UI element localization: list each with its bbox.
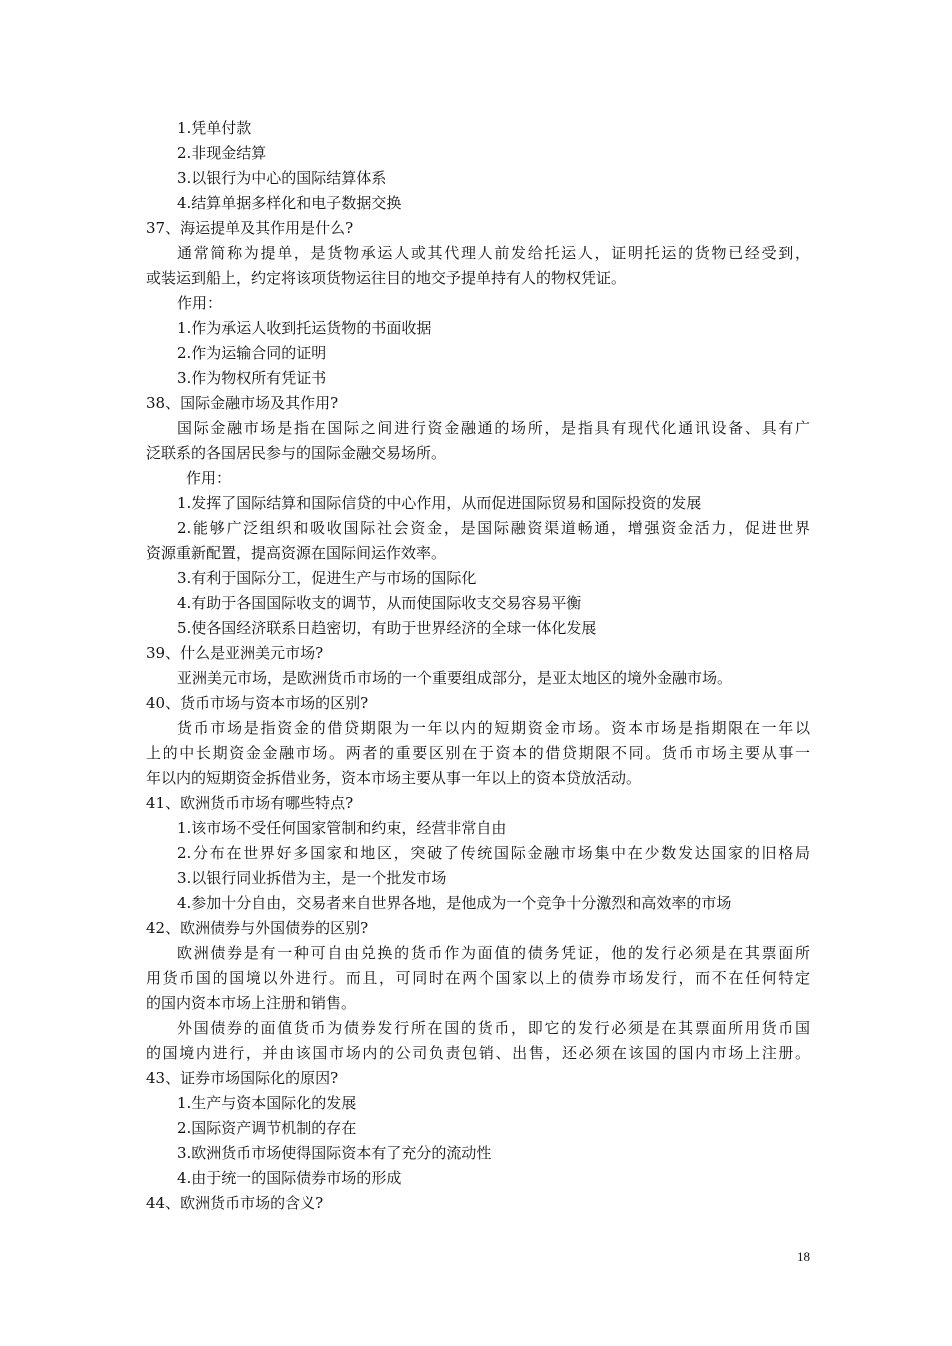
paragraph-line: 泛联系的各国居民参与的国际金融交易场所。 bbox=[146, 444, 447, 462]
list-item: 4.由于统一的国际债券市场的形成 bbox=[177, 1169, 402, 1187]
question-heading: 38、国际金融市场及其作用? bbox=[146, 394, 339, 412]
paragraph-line: 或装运到船上，约定将该项货物运往目的地交予提单持有人的物权凭证。 bbox=[146, 269, 627, 287]
paragraph-line: 年以内的短期资金拆借业务，资本市场主要从事一年以上的资本贷放活动。 bbox=[146, 769, 642, 787]
list-item: 4.有助于各国国际收支的调节，从而使国际收支交易容易平衡 bbox=[177, 594, 582, 612]
list-item: 1.凭单付款 bbox=[177, 119, 252, 137]
subheading: 作用： bbox=[186, 469, 232, 487]
paragraph-line: 亚洲美元市场，是欧洲货币市场的一个重要组成部分，是亚太地区的境外金融市场。 bbox=[177, 669, 733, 687]
question-heading: 41、欧洲货币市场有哪些特点? bbox=[146, 794, 354, 812]
list-item: 1.发挥了国际结算和国际信贷的中心作用，从而促进国际贸易和国际投资的发展 bbox=[177, 494, 702, 512]
question-heading: 40、货币市场与资本市场的区别? bbox=[146, 694, 369, 712]
paragraph-line: 货币市场是指资金的借贷期限为一年以内的短期资金市场。资本市场是指期限在一年以 bbox=[177, 719, 810, 737]
list-item: 3.有利于国际分工，促进生产与市场的国际化 bbox=[177, 569, 477, 587]
paragraph-line: 的国境内进行，并由该国市场内的公司负责包销、出售，还必须在该国的国内市场上注册。 bbox=[146, 1044, 810, 1062]
list-item: 3.作为物权所有凭证书 bbox=[177, 369, 327, 387]
paragraph-line: 资源重新配置，提高资源在国际间运作效率。 bbox=[146, 544, 447, 562]
paragraph-line: 通常简称为提单，是货物承运人或其代理人前发给托运人，证明托运的货物已经受到， bbox=[177, 244, 810, 262]
question-heading: 44、欧洲货币市场的含义? bbox=[146, 1194, 324, 1212]
list-item: 4.参加十分自由，交易者来自世界各地，是他成为一个竞争十分激烈和高效率的市场 bbox=[177, 894, 732, 912]
list-item: 2.能够广泛组织和吸收国际社会资金，是国际融资渠道畅通，增强资金活力，促进世界 bbox=[177, 519, 810, 537]
question-heading: 43、证券市场国际化的原因? bbox=[146, 1069, 339, 1087]
paragraph-line: 欧洲债券是有一种可自由兑换的货币作为面值的债务凭证，他的发行必须是在其票面所 bbox=[177, 944, 810, 962]
paragraph-line: 用货币国的国境以外进行。而且，可同时在两个国家以上的债券市场发行，而不在任何特定 bbox=[146, 969, 810, 987]
list-item: 3.以银行同业拆借为主，是一个批发市场 bbox=[177, 869, 447, 887]
list-item: 4.结算单据多样化和电子数据交换 bbox=[177, 194, 402, 212]
list-item: 2.国际资产调节机制的存在 bbox=[177, 1119, 357, 1137]
subheading: 作用： bbox=[177, 294, 223, 312]
list-item: 3.以银行为中心的国际结算体系 bbox=[177, 169, 387, 187]
list-item: 2.作为运输合同的证明 bbox=[177, 344, 327, 362]
list-item: 1.生产与资本国际化的发展 bbox=[177, 1094, 357, 1112]
paragraph-line: 国际金融市场是指在国际之间进行资金融通的场所，是指具有现代化通讯设备、具有广 bbox=[177, 419, 810, 437]
list-item: 1.该市场不受任何国家管制和约束，经营非常自由 bbox=[177, 819, 507, 837]
question-heading: 37、海运提单及其作用是什么? bbox=[146, 219, 354, 237]
list-item: 1.作为承运人收到托运货物的书面收据 bbox=[177, 319, 432, 337]
paragraph-line: 上的中长期资金金融市场。两者的重要区别在于资本的借贷期限不同。货币市场主要从事一 bbox=[146, 744, 810, 762]
list-item: 2.非现金结算 bbox=[177, 144, 267, 162]
page-body bbox=[146, 116, 810, 1216]
page-number: 18 bbox=[797, 1249, 810, 1264]
question-heading: 42、欧洲债券与外国债券的区别? bbox=[146, 919, 369, 937]
paragraph-line: 的国内资本市场上注册和销售。 bbox=[146, 994, 357, 1012]
paragraph-line: 外国债券的面值货币为债券发行所在国的货币，即它的发行必须是在其票面所用货币国 bbox=[177, 1019, 810, 1037]
question-heading: 39、什么是亚洲美元市场? bbox=[146, 644, 324, 662]
list-item: 2.分布在世界好多国家和地区，突破了传统国际金融市场集中在少数发达国家的旧格局 bbox=[177, 844, 810, 862]
list-item: 3.欧洲货币市场使得国际资本有了充分的流动性 bbox=[177, 1144, 492, 1162]
list-item: 5.使各国经济联系日趋密切，有助于世界经济的全球一体化发展 bbox=[177, 619, 597, 637]
